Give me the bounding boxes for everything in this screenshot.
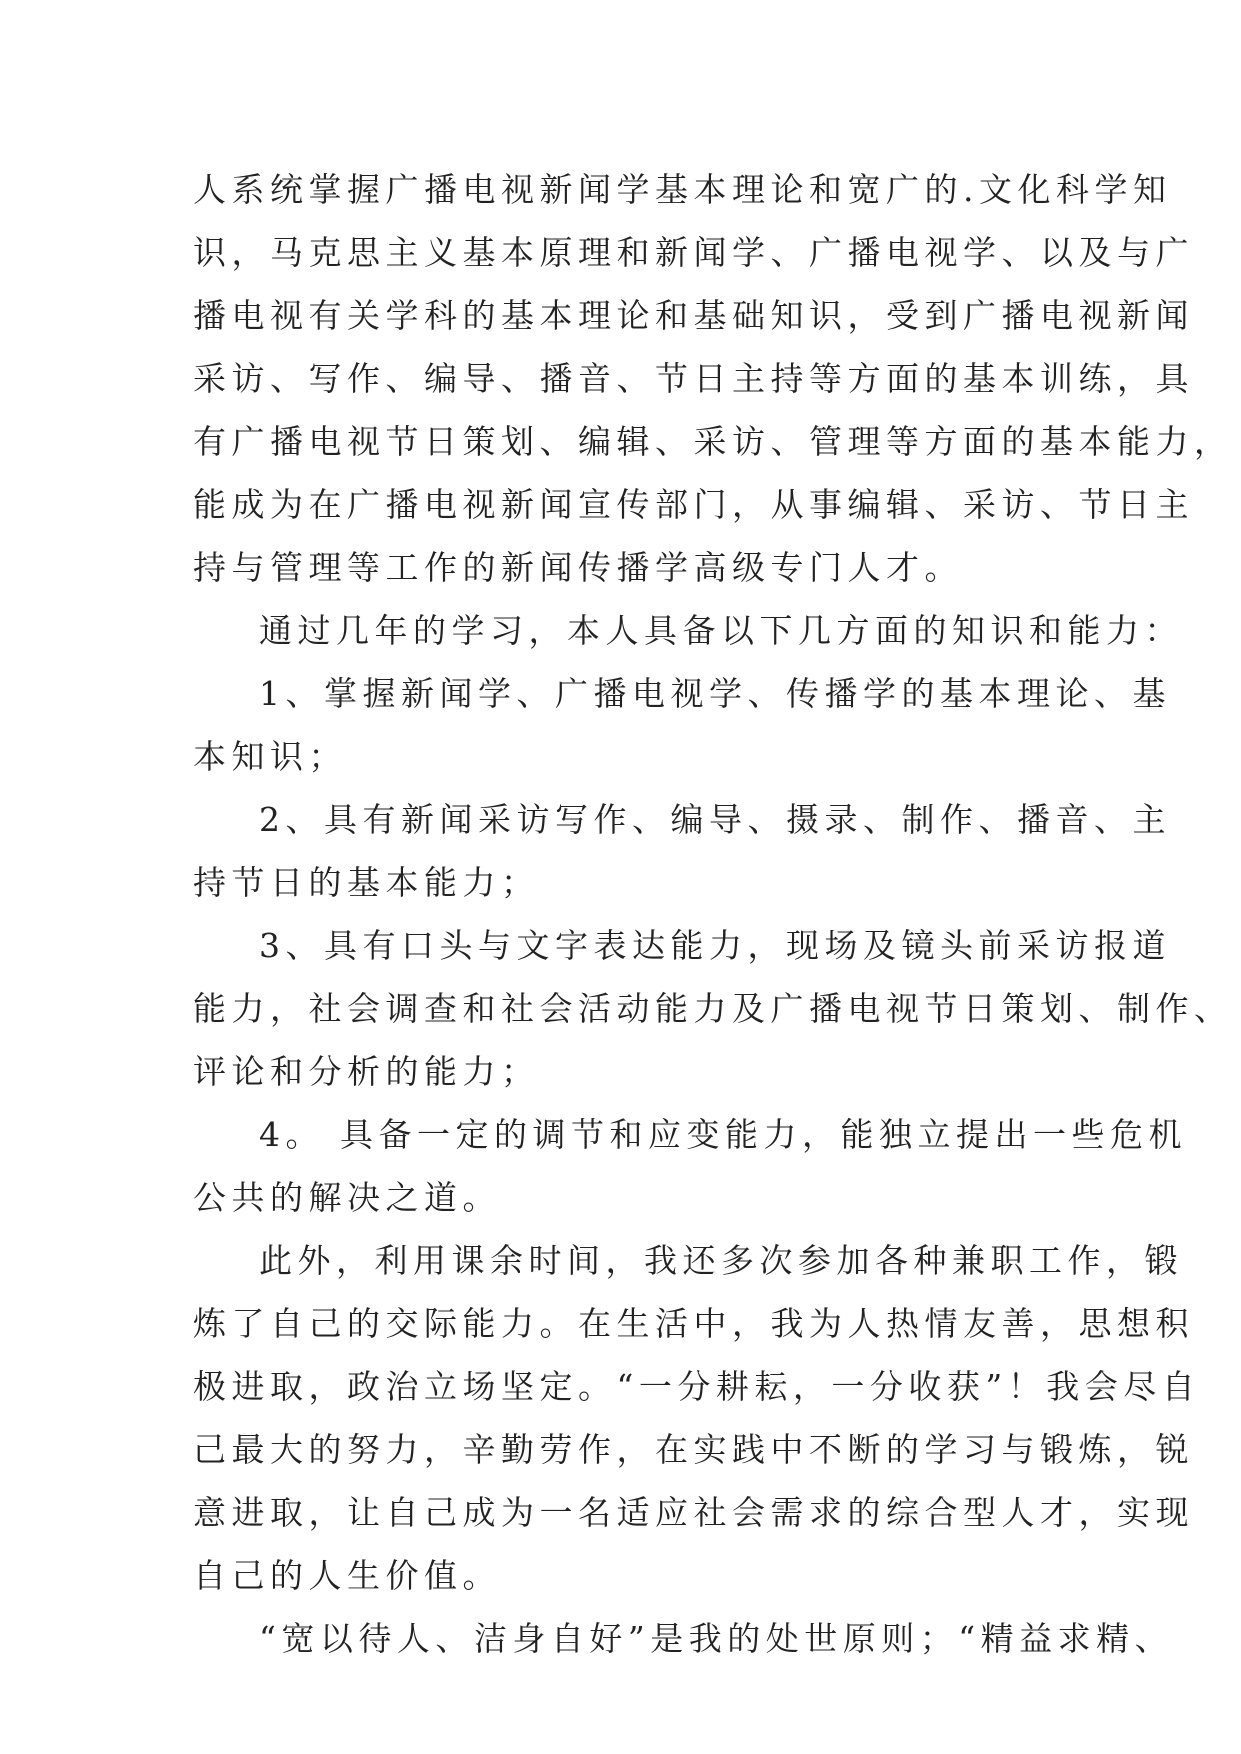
text-line: 自己的人生价值。 <box>193 1556 501 1595</box>
text-line: 人系统掌握广播电视新闻学基本理论和宽广的.文化科学知 <box>193 170 1172 209</box>
list-item-2-line: 2、具有新闻采访写作、编导、摄录、制作、播音、主 <box>259 800 1171 839</box>
paragraph-start-line: 通过几年的学习，本人具备以下几方面的知识和能力： <box>259 611 1183 650</box>
paragraph-start-line: 此外，利用课余时间，我还多次参加各种兼职工作，锻 <box>259 1241 1183 1280</box>
text-line: 有广播电视节日策划、编辑、采访、管理等方面的基本能力， <box>193 422 1233 461</box>
text-line: 识，马克思主义基本原理和新闻学、广播电视学、以及与广 <box>193 233 1194 272</box>
text-line: 能成为在广播电视新闻宣传部门，从事编辑、采访、节日主 <box>193 485 1194 524</box>
list-item-1-line: 1、掌握新闻学、广播电视学、传播学的基本理论、基 <box>259 674 1171 713</box>
text-line: 持节日的基本能力； <box>193 863 540 902</box>
text-line: 极进取，政治立场坚定。“一分耕耘，一分收获”！我会尽自 <box>193 1367 1201 1406</box>
text-line: 采访、写作、编导、播音、节日主持等方面的基本训练，具 <box>193 359 1194 398</box>
text-line: 炼了自己的交际能力。在生活中，我为人热情友善，思想积 <box>193 1304 1194 1343</box>
list-item-3-line: 3、具有口头与文字表达能力，现场及镜头前采访报道 <box>259 926 1171 965</box>
text-line: 本知识； <box>193 737 347 776</box>
list-item-4-line: 4。 具备一定的调节和应变能力，能独立提出一些危机 <box>259 1115 1187 1154</box>
text-line: 公共的解决之道。 <box>193 1178 501 1217</box>
text-line: 能力，社会调查和社会活动能力及广播电视节日策划、制作、 <box>193 989 1233 1028</box>
text-line: 评论和分析的能力； <box>193 1052 540 1091</box>
paragraph-start-line: “宽以待人、洁身自好”是我的处世原则；“精益求精、 <box>259 1619 1174 1658</box>
text-line: 播电视有关学科的基本理论和基础知识，受到广播电视新闻 <box>193 296 1194 335</box>
text-line: 意进取，让自己成为一名适应社会需求的综合型人才，实现 <box>193 1493 1194 1532</box>
body-text <box>193 158 1233 1670</box>
text-line: 己最大的努力，辛勤劳作，在实践中不断的学习与锻炼，锐 <box>193 1430 1194 1469</box>
text-line: 持与管理等工作的新闻传播学高级专门人才。 <box>193 548 963 587</box>
